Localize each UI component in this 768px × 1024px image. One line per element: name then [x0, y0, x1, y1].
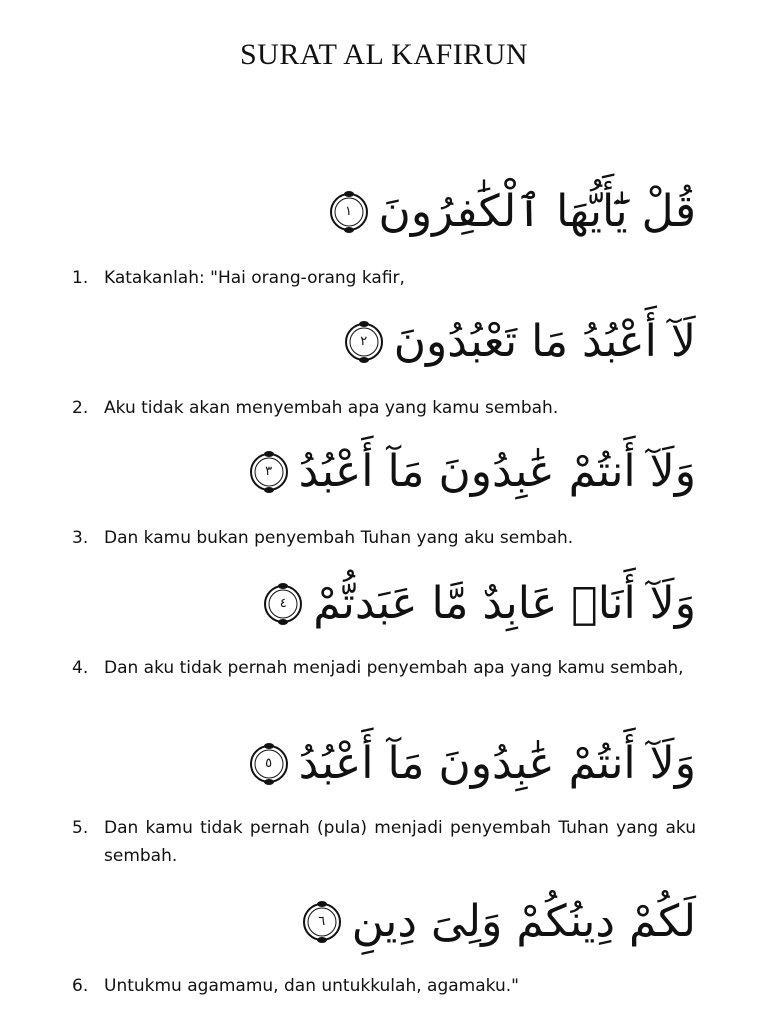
arabic-text: وَلَآ أَنتُمْ عَٰبِدُونَ مَآ أَعْبُدُ — [298, 738, 696, 789]
translation-number: 6. — [72, 976, 89, 996]
arabic-text: قُلْ يَٰٓأَيُّهَا ٱلْكَٰفِرُونَ — [378, 186, 696, 237]
ayah-end-marker-icon — [342, 320, 386, 364]
ayah-number: ١ — [345, 204, 352, 219]
arabic-text: وَلَآ أَنتُمْ عَٰبِدُونَ مَآ أَعْبُدُ — [298, 446, 696, 497]
ayah-end-marker-icon — [261, 582, 305, 626]
translation-3 — [72, 524, 696, 552]
page-title: SURAT AL KAFIRUN — [239, 38, 529, 71]
ayah-number: ٤ — [279, 596, 287, 611]
translation-text: Dan kamu tidak pernah (pula) menjadi penyembah Tuhan yang aku sembah. — [104, 818, 696, 866]
translation-2 — [72, 394, 696, 422]
ayah-end-marker-icon — [247, 742, 291, 786]
translation-1 — [72, 264, 696, 292]
arabic-verse-1 — [327, 186, 697, 237]
translation-5 — [72, 814, 696, 870]
ayah-end-marker-icon — [247, 450, 291, 494]
ayah-number: ٥ — [265, 756, 273, 771]
arabic-verse-3 — [247, 446, 696, 497]
translation-text: Katakanlah: "Hai orang-orang kafir, — [104, 268, 405, 288]
translation-number: 4. — [72, 658, 89, 678]
ayah-number: ٢ — [360, 334, 368, 349]
arabic-verse-2 — [342, 316, 696, 367]
translation-number: 5. — [72, 818, 89, 838]
translation-text: Aku tidak akan menyembah apa yang kamu sembah. — [104, 398, 559, 418]
arabic-verse-6 — [300, 896, 696, 947]
translation-text: Dan kamu bukan penyembah Tuhan yang aku sembah. — [104, 528, 574, 548]
arabic-text: لَكُمْ دِينُكُمْ وَلِىَ دِينِ — [351, 896, 696, 947]
arabic-verse-4 — [261, 578, 696, 629]
translation-number: 2. — [72, 398, 89, 418]
translation-text: Dan aku tidak pernah menjadi penyembah apa yang kamu sembah, — [104, 658, 684, 678]
ayah-number: ٣ — [265, 464, 273, 479]
translation-number: 1. — [72, 268, 89, 288]
arabic-text: لَآ أَعْبُدُ مَا تَعْبُدُونَ — [393, 316, 696, 367]
arabic-verse-5 — [247, 738, 696, 789]
translation-6 — [72, 972, 696, 1000]
arabic-text: وَلَآ أَنَا۠ عَابِدٌ مَّا عَبَدتُّمْ — [313, 578, 696, 629]
ayah-number: ٦ — [318, 914, 326, 929]
translation-4 — [72, 654, 696, 682]
ayah-end-marker-icon — [300, 900, 344, 944]
translation-number: 3. — [72, 528, 89, 548]
translation-text: Untukmu agamamu, dan untukkulah, agamaku." — [104, 976, 519, 996]
ayah-end-marker-icon — [327, 190, 371, 234]
